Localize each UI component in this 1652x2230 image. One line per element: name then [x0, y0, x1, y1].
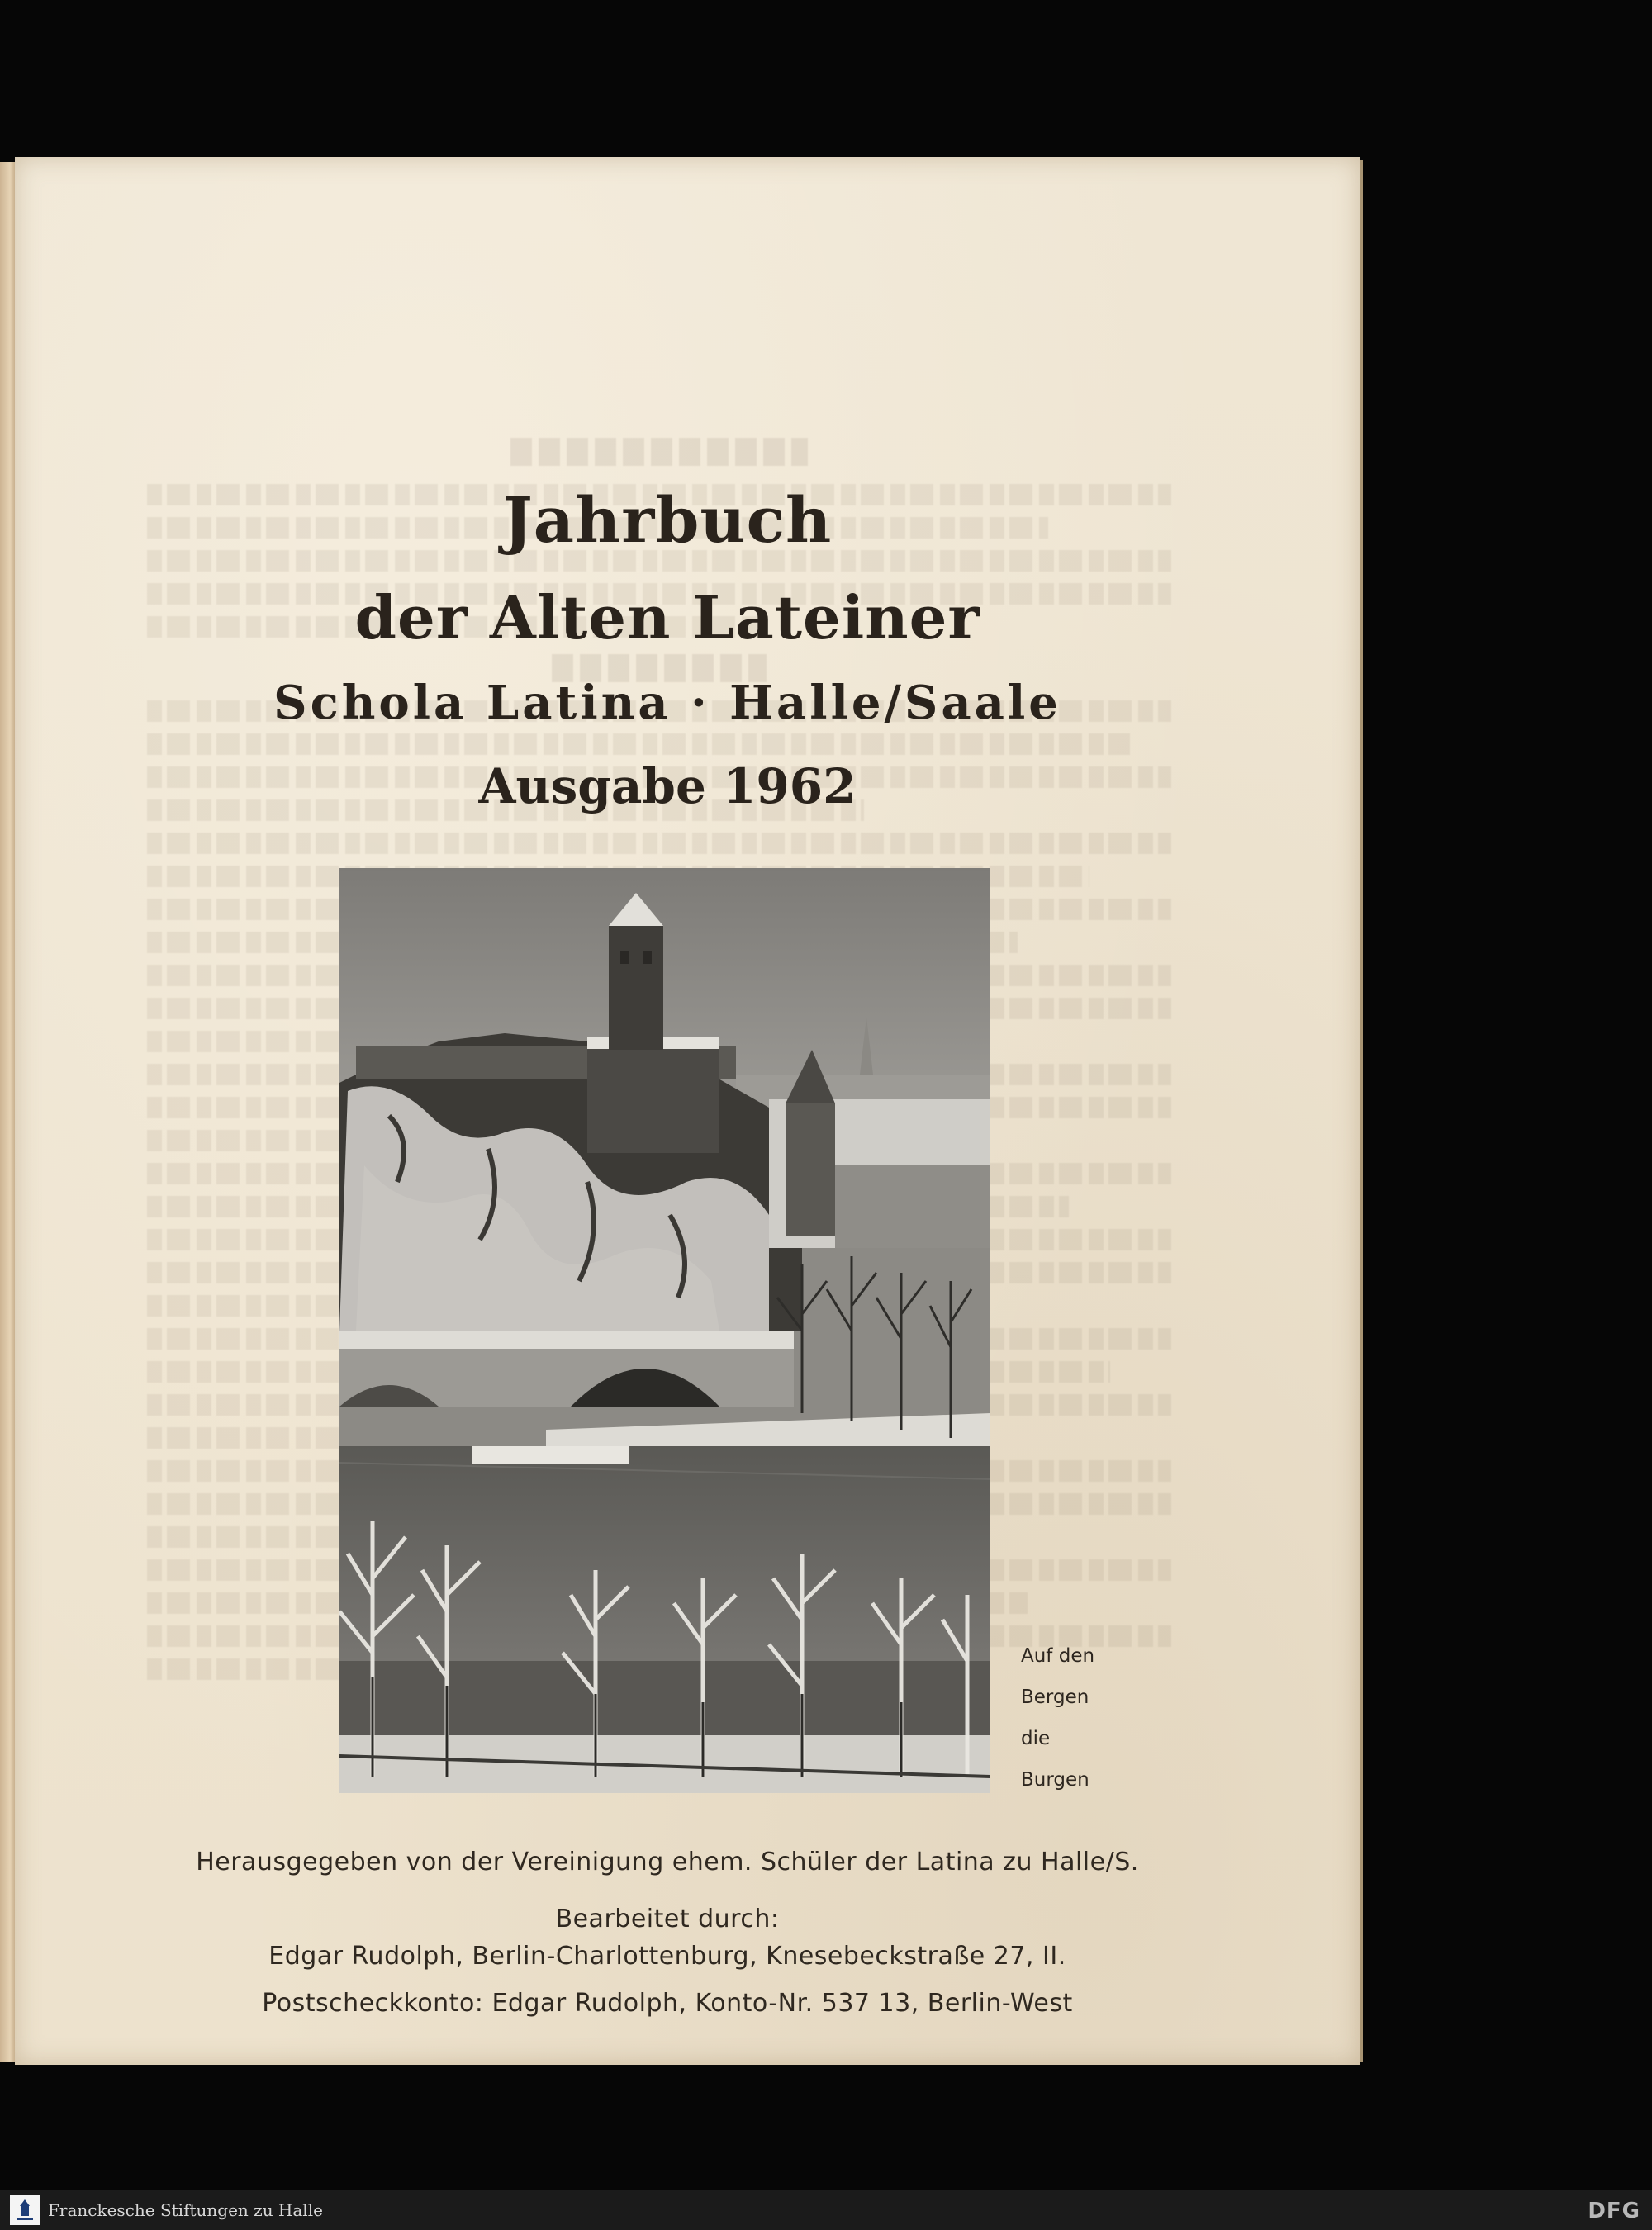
photo-caption	[1021, 1635, 1137, 1801]
previous-page-edge	[0, 162, 17, 2062]
page-right-edge	[1360, 160, 1363, 2062]
caption-line: Burgen	[1021, 1769, 1089, 1791]
editor-address: Edgar Rudolph, Berlin-Charlottenburg, Knesebeckstraße 27, II.	[268, 1942, 1066, 1971]
edition-year: Ausgabe 1962	[478, 758, 857, 814]
castle-winter-photo	[339, 868, 990, 1793]
publisher-line: Herausgegeben von der Vereinigung ehem. Schüler der Latina zu Halle/S.	[196, 1848, 1139, 1877]
foundation-logo-icon	[10, 2195, 40, 2225]
caption-line: Auf den	[1021, 1645, 1095, 1667]
book-page	[15, 157, 1360, 2065]
viewer-footer-bar	[0, 2190, 1652, 2230]
dfg-logo[interactable]: DFG	[1588, 2199, 1640, 2223]
title-line-1: Jahrbuch	[502, 483, 833, 557]
school-subtitle: Schola Latina · Halle/Saale	[273, 676, 1061, 730]
caption-line: Bergen	[1021, 1687, 1089, 1708]
editor-label: Bearbeitet durch:	[555, 1905, 780, 1933]
caption-line: die	[1021, 1728, 1051, 1749]
footer-institution-name[interactable]: Franckesche Stiftungen zu Halle	[48, 2200, 323, 2220]
title-line-2: der Alten Lateiner	[354, 582, 980, 652]
postal-account: Postscheckkonto: Edgar Rudolph, Konto-Nr. 537 13, Berlin-West	[262, 1989, 1073, 2018]
